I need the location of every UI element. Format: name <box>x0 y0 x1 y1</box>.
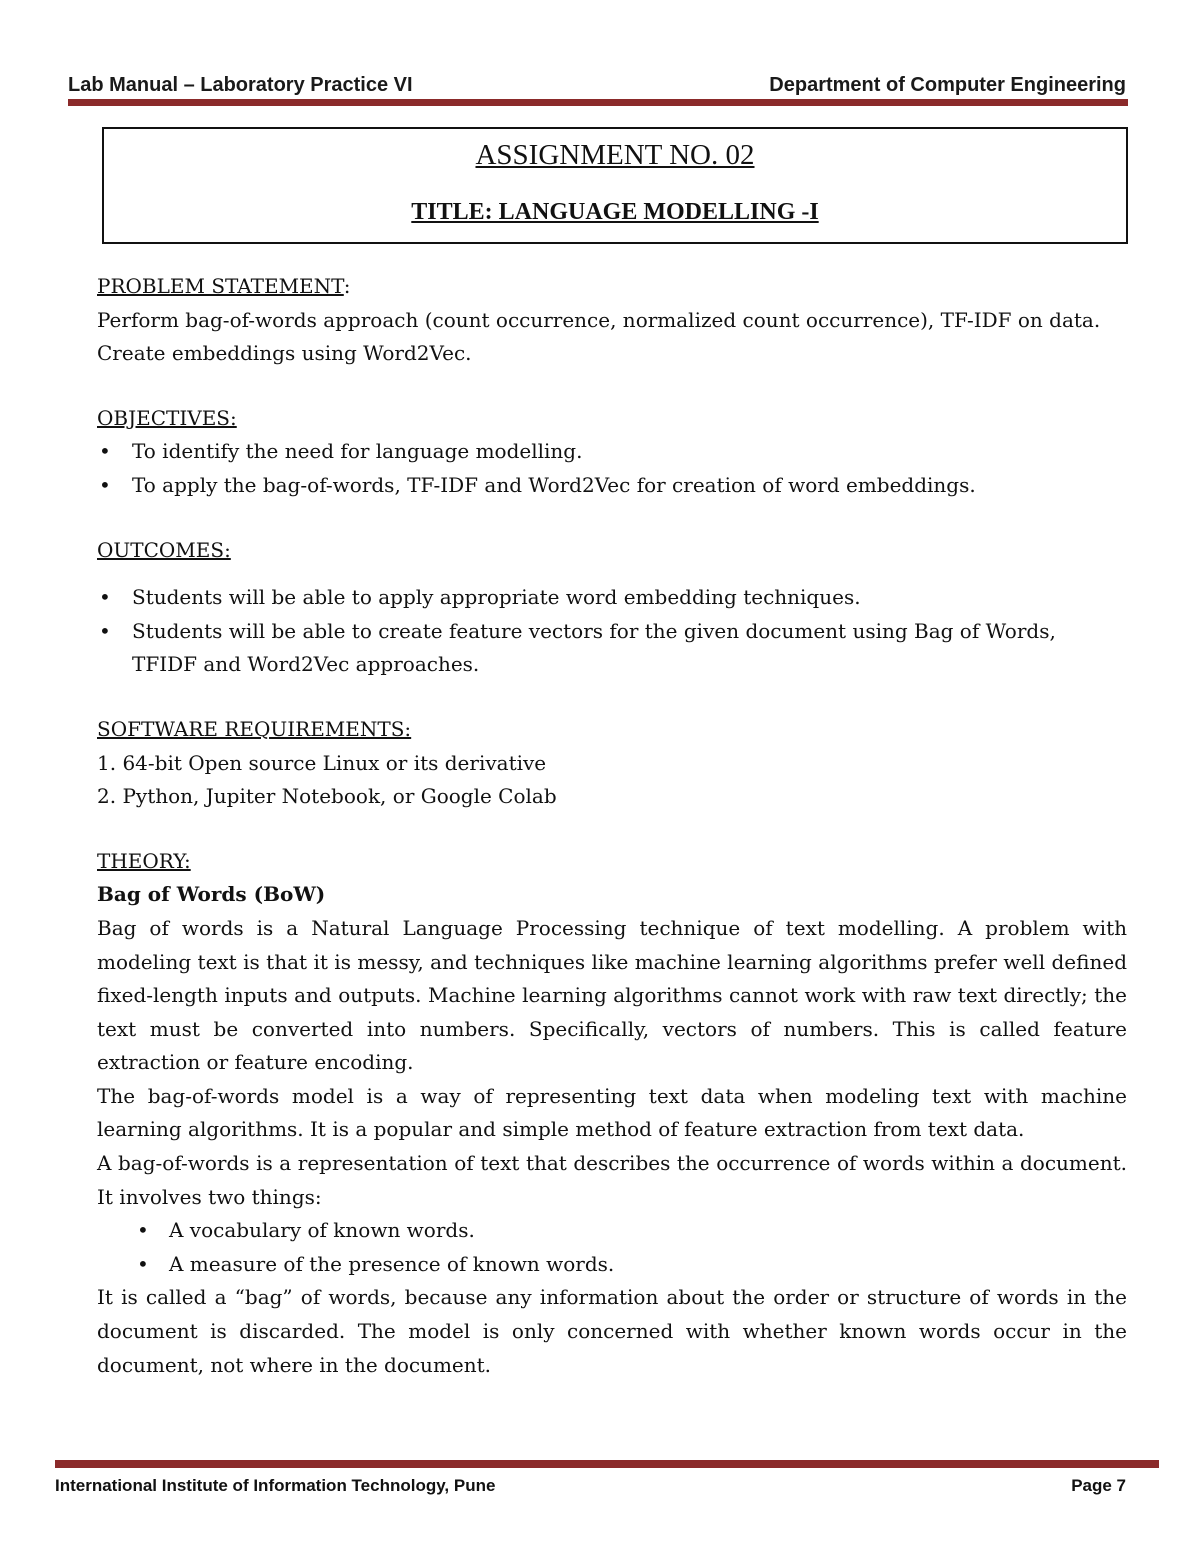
header-department: Department of Computer Engineering <box>769 74 1126 96</box>
objectives-list <box>97 435 1127 502</box>
list-item: • A vocabulary of known words. <box>97 1214 1127 1248</box>
objectives-heading: OBJECTIVES: <box>97 405 237 430</box>
outcomes-heading: OUTCOMES: <box>97 537 231 562</box>
problem-statement-heading-line <box>97 270 1127 304</box>
footer-institute: International Institute of Information Technology, Pune <box>55 1476 496 1495</box>
theory-subheading: Bag of Words (BoW) <box>97 882 326 907</box>
bag-of-words-list <box>97 1214 1127 1281</box>
theory-paragraph: A bag-of-words is a representation of text that describes the occurrence of words within a document. It involves two things: <box>97 1151 1127 1209</box>
software-requirement-item: 2. Python, Jupiter Notebook, or Google Colab <box>97 784 557 809</box>
outcomes-list <box>97 581 1127 682</box>
theory-paragraph: Bag of words is a Natural Language Processing technique of text modelling. A problem with modeling text is that it is messy, and techniques like machine learning algorithms prefer well defined fixed-length inputs and outputs. Machine learning algorithms cannot work with raw text directly; the text must be converted into numbers. Specifically, vectors of numbers. This is called feature extraction or feature encoding. <box>97 915 1127 1075</box>
list-item: • To apply the bag-of-words, TF-IDF and Word2Vec for creation of word embeddings. <box>97 469 1127 503</box>
assignment-title: TITLE: LANGUAGE MODELLING -I <box>411 199 819 225</box>
theory-paragraph: It is called a “bag” of words, because any information about the order or structure of words in the document is discarded. The model is only concerned with whether known words occur in the document, not where in the document. <box>97 1285 1127 1377</box>
problem-statement-heading: PROBLEM STATEMENT <box>97 274 344 298</box>
page-header <box>68 70 1126 100</box>
theory-paragraph: The bag-of-words model is a way of representing text data when modeling text with machine learning algorithms. It is a popular and simple method of feature extraction from text data. <box>97 1083 1127 1142</box>
theory-heading: THEORY: <box>97 848 191 873</box>
problem-statement-colon: : <box>343 274 351 298</box>
problem-statement-text: Perform bag-of-words approach (count occurrence, normalized count occurrence), TF-IDF on data. Create embeddings using Word2Vec. <box>97 307 1101 366</box>
assignment-number: ASSIGNMENT NO. 02 <box>475 139 755 171</box>
list-item: • Students will be able to apply appropriate word embedding techniques. <box>97 581 1127 615</box>
header-divider <box>68 99 1128 106</box>
list-item: • Students will be able to create feature vectors for the given document using Bag of Words, TFIDF and Word2Vec approaches. <box>97 615 1127 682</box>
assignment-title-box <box>102 127 1128 244</box>
footer-divider <box>55 1460 1159 1468</box>
software-requirements-heading: SOFTWARE REQUIREMENTS: <box>97 716 412 741</box>
list-item: • To identify the need for language modelling. <box>97 435 1127 469</box>
software-requirement-item: 1. 64-bit Open source Linux or its derivative <box>97 750 547 775</box>
list-item: • A measure of the presence of known words. <box>97 1248 1127 1282</box>
page-number: Page 7 <box>1071 1476 1126 1495</box>
document-body <box>97 270 1127 1382</box>
header-manual-title: Lab Manual – Laboratory Practice VI <box>68 74 413 96</box>
